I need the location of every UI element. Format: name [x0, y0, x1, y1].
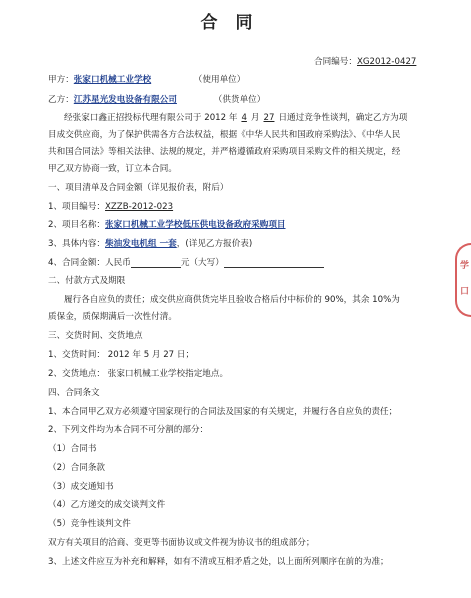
- clause-2: 2、下列文件均为本合同不可分割的部分：: [48, 425, 209, 435]
- delivery-place: 2、交货地点： 张家口机械工业学校指定地点。: [48, 369, 229, 379]
- amount-field: [131, 258, 181, 268]
- doc-item: （5）竞争性谈判文件: [48, 519, 131, 529]
- payment-line-1: 履行各自应负的责任；成交供应商供货完毕且验收合格后付中标价的 90%，其余 10%为: [64, 295, 400, 305]
- project-content: 3、具体内容：柴油发电机组 一套，(详见乙方报价表): [48, 239, 253, 249]
- section-3-heading: 三、交货时间、交货地点: [48, 331, 143, 341]
- page-title: 合同: [200, 13, 271, 33]
- project-name: 2、项目名称：张家口机械工业学校低压供电设备政府采购项目: [48, 220, 286, 230]
- amount-uppercase-field: [224, 258, 324, 268]
- seal-char: 学: [459, 261, 469, 271]
- contract-number-label: 合同编号：: [314, 57, 357, 67]
- party-a-name: 张家口机械工业学校: [73, 75, 152, 85]
- delivery-time: 1、交货时间： 2012 年 5 月 27 日；: [48, 350, 195, 360]
- party-b: [48, 95, 265, 105]
- doc-item: （3）成交通知书: [48, 482, 114, 492]
- intro-line-3: 共和国合同法》等相关法律、法规的规定，并严格遵循政府采购项目采购文件的相关规定，经: [48, 147, 401, 157]
- section-1-heading: 一、项目清单及合同金额（详见报价表，附后）: [48, 183, 229, 193]
- party-a: [48, 75, 245, 85]
- party-a-role: （使用单位）: [193, 75, 246, 85]
- doc-item: （1）合同书: [48, 444, 97, 454]
- doc-item: （2）合同条款: [48, 463, 106, 473]
- seal-char: 口: [459, 287, 469, 297]
- official-seal-edge: [455, 243, 471, 317]
- intro-line-4: 甲乙双方协商一致，订立本合同。: [48, 164, 177, 174]
- party-b-label: 乙方：: [48, 95, 74, 105]
- contract-number: [314, 57, 416, 67]
- section-2-heading: 二、付款方式及期限: [48, 276, 126, 286]
- party-a-label: 甲方：: [48, 75, 74, 85]
- party-b-role: （供货单位）: [213, 95, 266, 105]
- contract-amount: 4、合同金额：人民币 元（大写）: [48, 258, 324, 268]
- section-4-heading: 四、合同条文: [48, 388, 100, 398]
- contract-number-value: XG2012-0427: [356, 57, 417, 67]
- clause-3: 3、上述文件应互为补充和解释，如有不清或互相矛盾之处，以上面所列顺序在前的为准；: [48, 557, 389, 567]
- intro-line-1: 经张家口鑫正招投标代理有限公司于 2012 年 4 月 27 日通过竞争性谈判，确定乙方为项: [64, 113, 408, 123]
- doc-item: （4）乙方递交的成交谈判文件: [48, 500, 166, 510]
- clause-1: 1、本合同甲乙双方必须遵守国家现行的合同法及国家的有关规定，并履行各自应负的责任；: [48, 407, 398, 417]
- intro-line-2: 目成交供应商，为了保护供需各方合法权益，根据《中华人民共和国政府采购法》、《中华人民: [48, 130, 401, 140]
- supplement-paragraph: 双方有关项目的洽商、变更等书面协议或文件视为协议书的组成部分；: [48, 538, 315, 548]
- payment-line-2: 质保金，质保期满后一次性付清。: [48, 312, 177, 322]
- party-b-name: 江苏星光发电设备有限公司: [73, 95, 177, 105]
- project-number: 1、项目编号：XZZB-2012-023: [48, 202, 174, 212]
